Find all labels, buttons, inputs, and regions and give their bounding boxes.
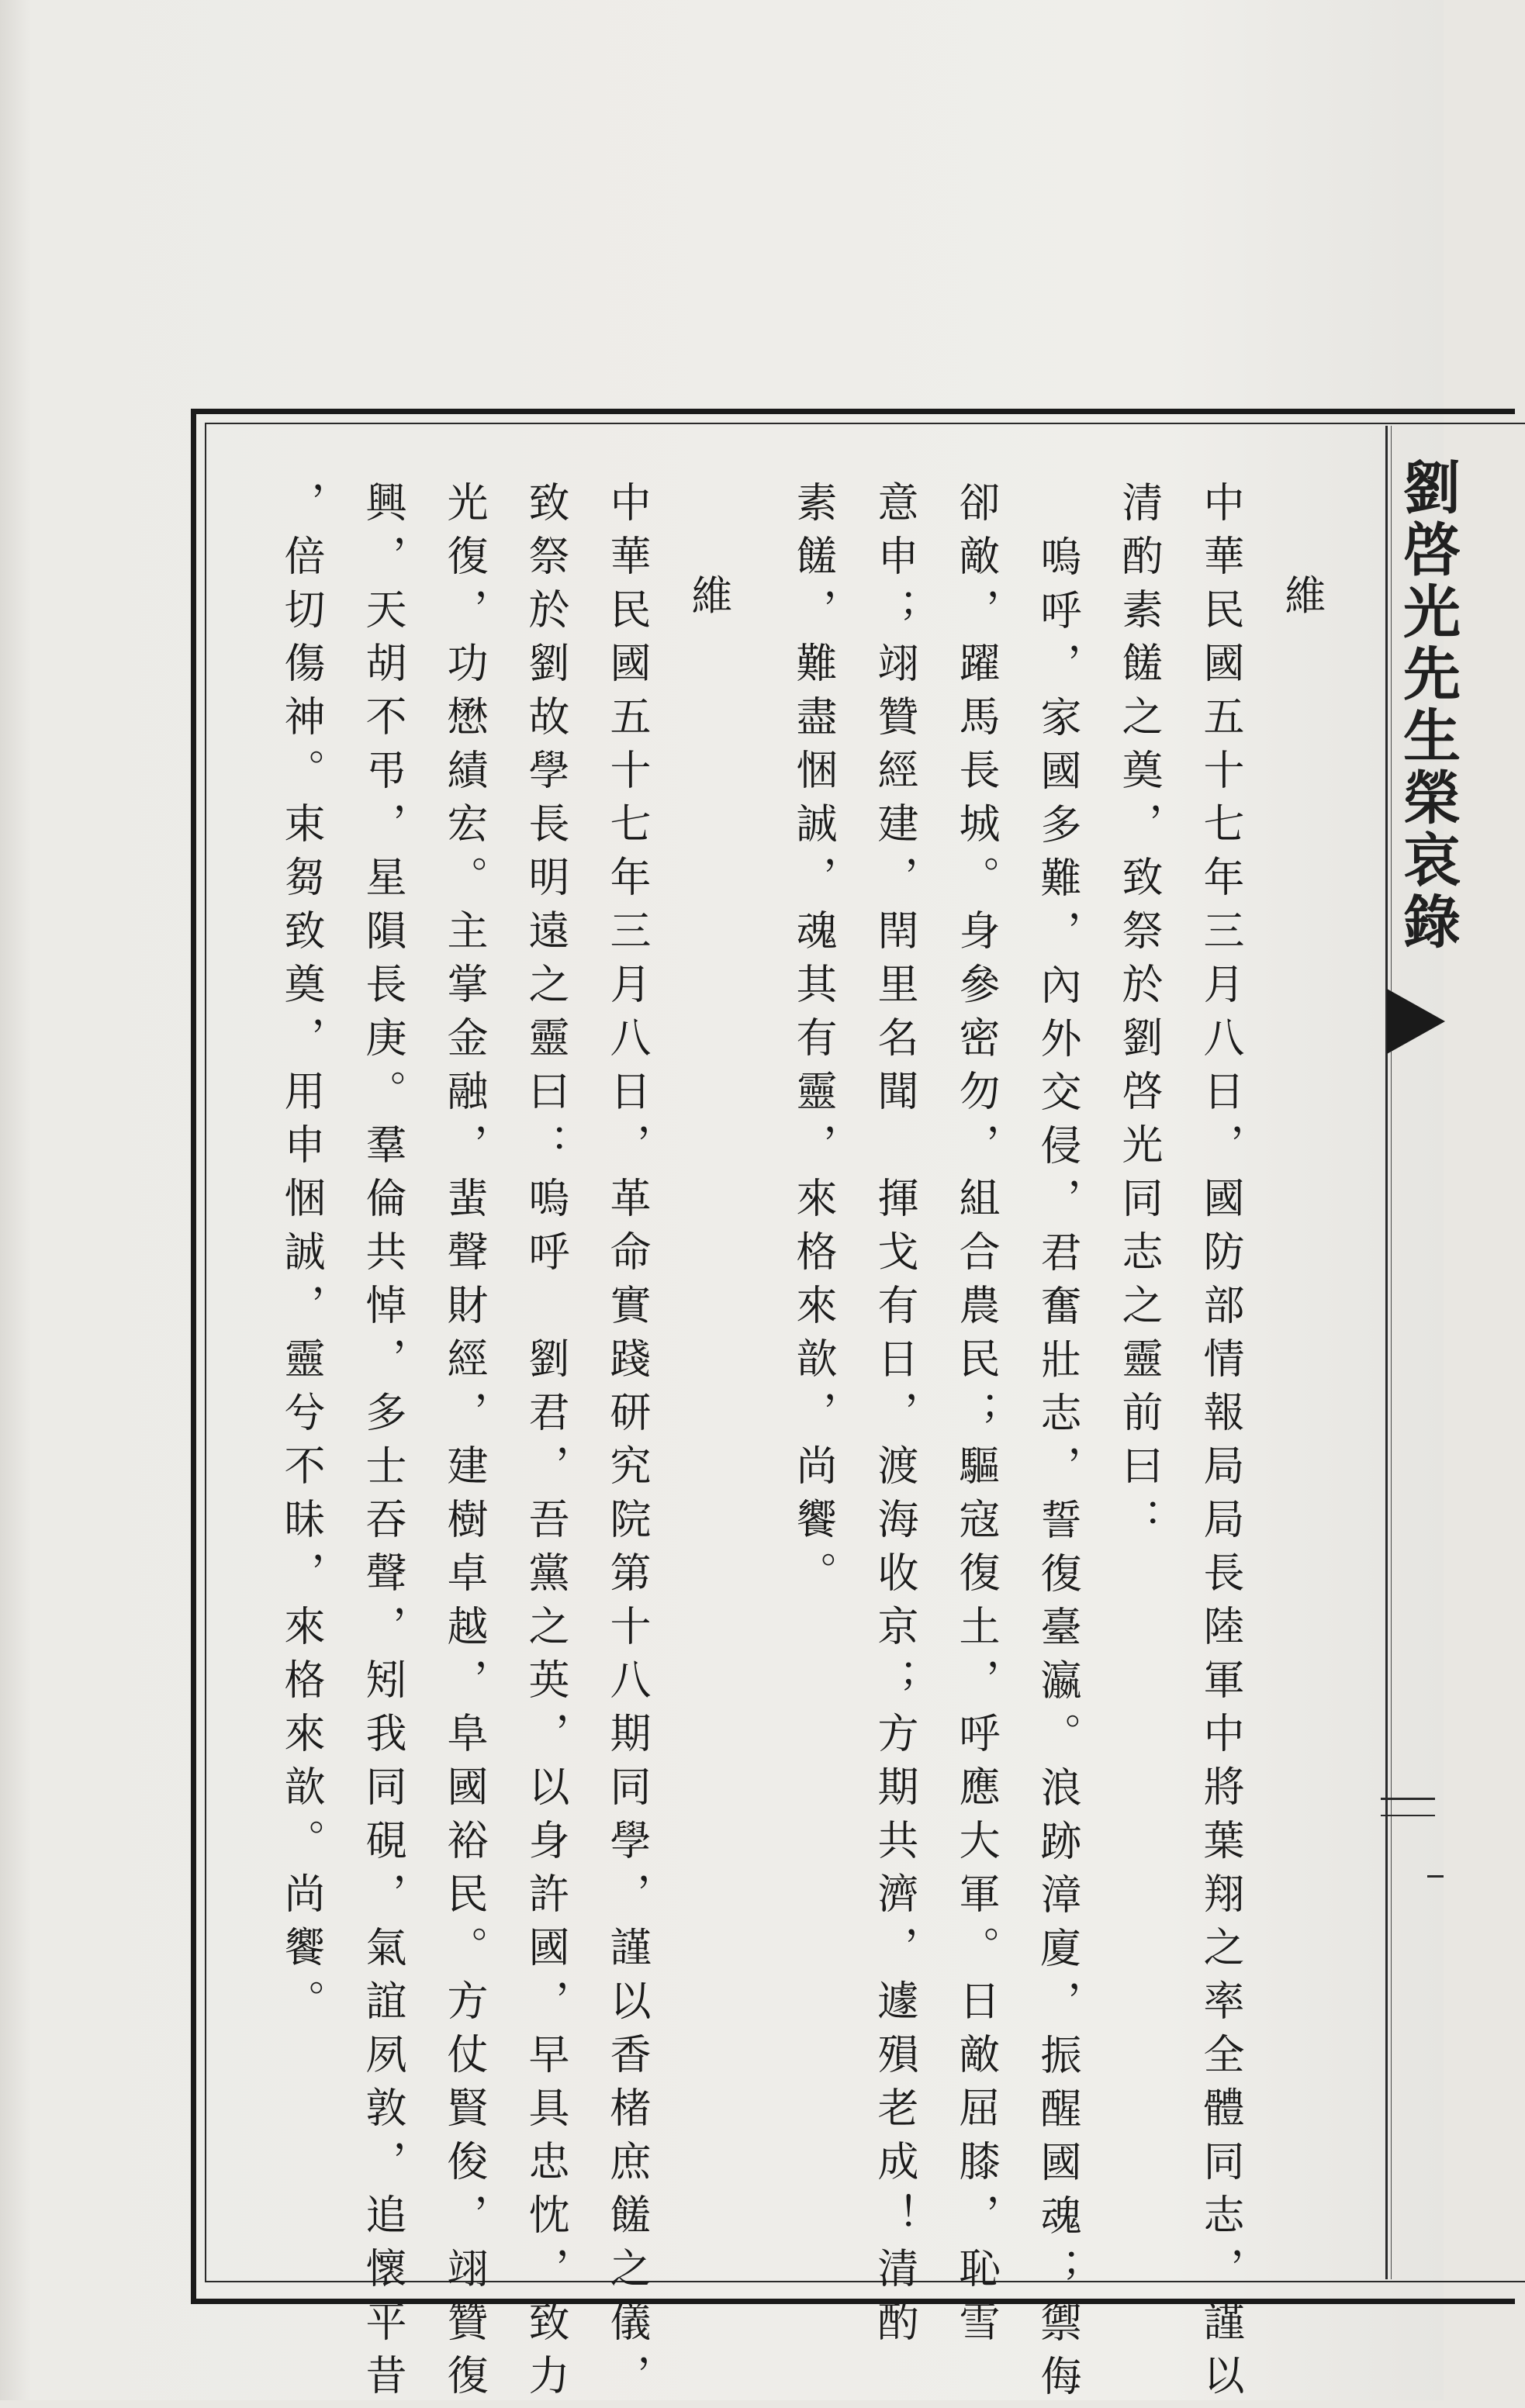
text-column: 嗚呼，家國多難，內外交侵，君奮壯志，誓復臺瀛。浪跡漳廈，振醒國魂；禦侮	[1034, 535, 1081, 2408]
text-column: 素饈，難盡悃誠，魂其有靈，來格來歆，尚饗。	[790, 481, 837, 1605]
text-column: 光復，功懋績宏。主掌金融，蜚聲財經，建樹卓越，阜國裕民。方仗賢俊，翊贊復	[441, 481, 488, 2407]
text-column: 意申；翊贊經建，閈里名聞 揮戈有日，渡海收京；方期共濟，遽殞老成！清酌	[871, 481, 918, 2354]
text-column: 中華民國五十七年三月八日，國防部情報局局長陸軍中將葉翔之率全體同志，謹以	[1197, 481, 1244, 2407]
text-column: 清酌素饈之奠，致祭於劉啓光同志之靈前曰：	[1115, 481, 1163, 1551]
text-column: 卻敵，躍馬長城。身參密勿，組合農民；驅寇復土，呼應大軍。日敵屈膝，恥雪	[953, 481, 1000, 2354]
text-column: ，倍切傷神。束芻致奠，用申悃誠，靈兮不昧，來格來歆。尚饗。	[278, 481, 325, 2033]
text-column: 維	[1278, 574, 1326, 627]
text-column: 中華民國五十七年三月八日，革命實踐研究院第十八期同學，謹以香楮庶饈之儀，	[603, 481, 651, 2407]
text-column: 維	[685, 574, 732, 627]
text-column: 致祭於劉故學長明遠之靈曰：嗚呼 劉君，吾黨之英，以身許國，早具忠忱，致力	[522, 481, 569, 2407]
side-title: 劉啓光先生榮哀錄	[1394, 458, 1461, 954]
fishtail-marker	[1387, 989, 1445, 1054]
margin-short-rule	[1427, 1875, 1444, 1878]
margin-short-rule	[1381, 1798, 1435, 1800]
margin-rule	[1385, 426, 1388, 2279]
margin-short-rule	[1381, 1815, 1435, 1816]
text-column: 興，天胡不弔，星隕長庚。羣倫共悼，多士吞聲，矧我同硯，氣誼夙敦，追懷平昔	[359, 481, 406, 2407]
margin-rule-thin	[1391, 426, 1392, 2279]
